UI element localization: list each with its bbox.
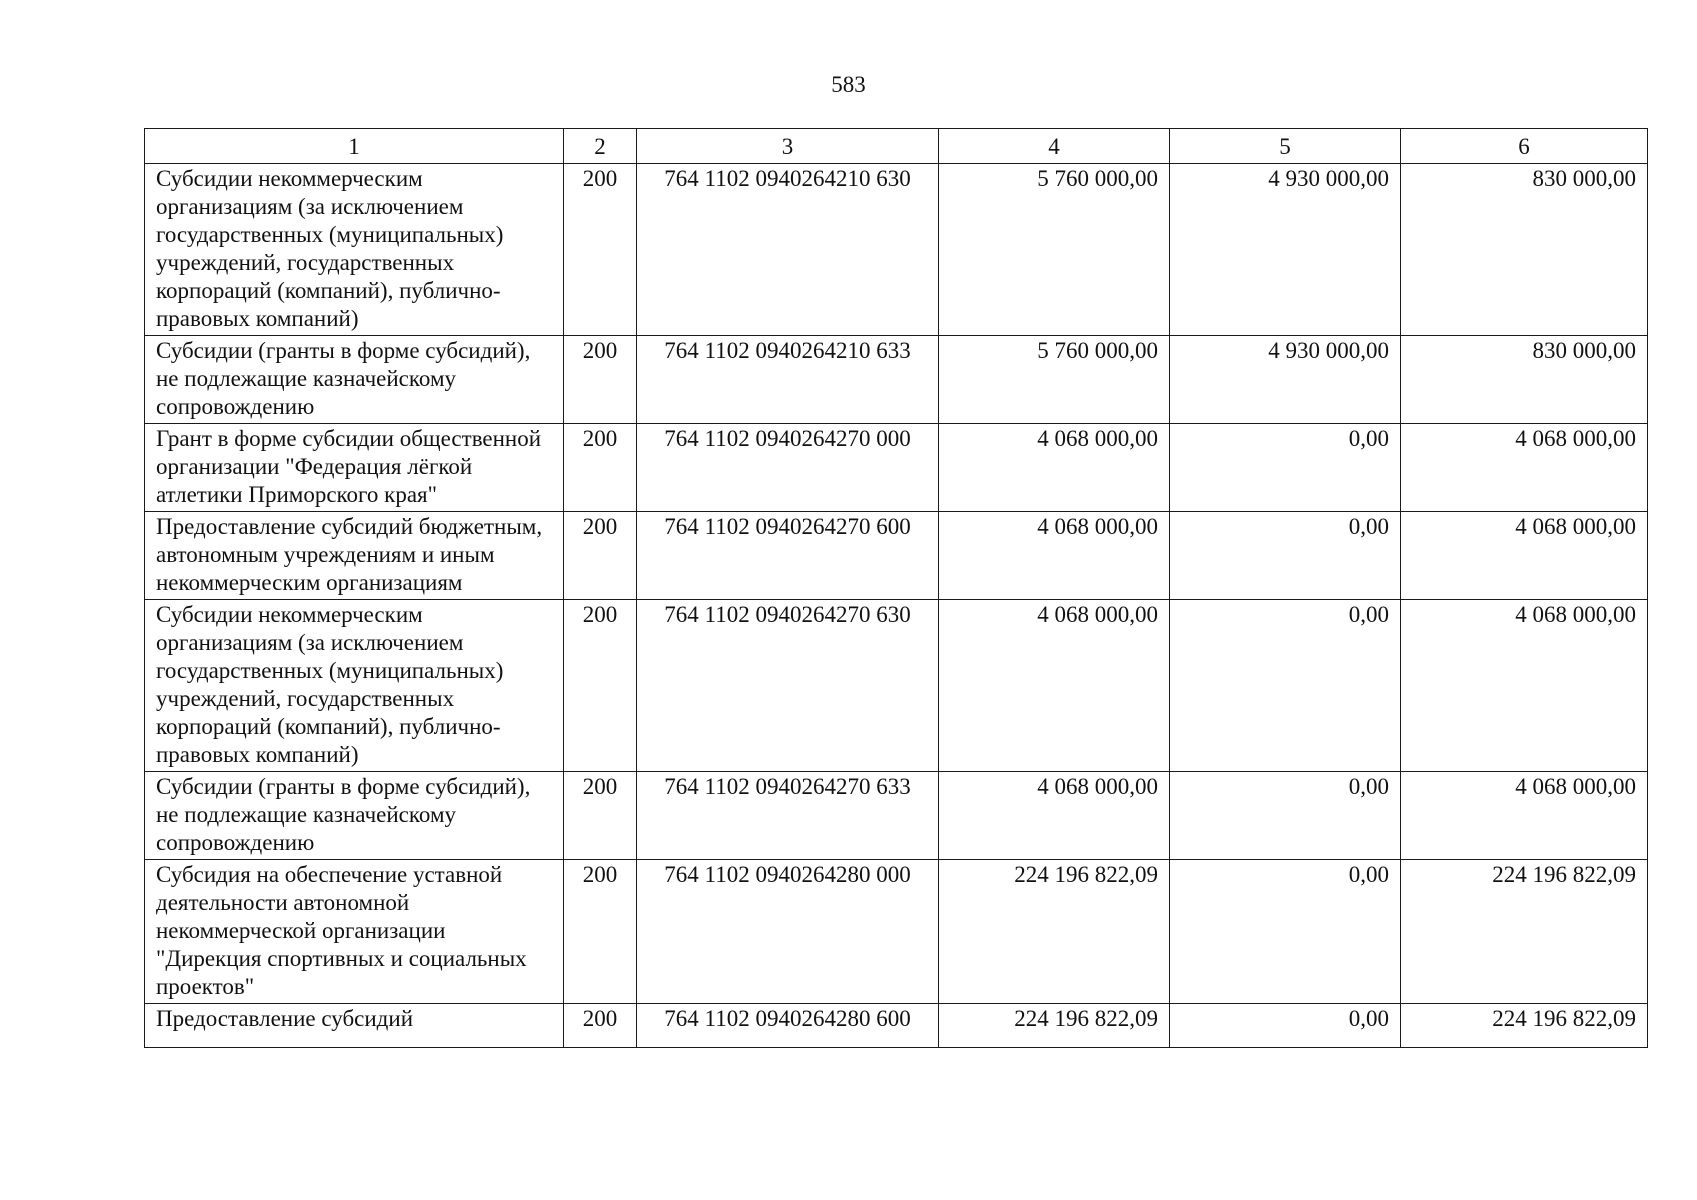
row-name-cell: Субсидия на обеспечение уставной деятельности автономной некоммерческой организации "Дирекция спортивных и социальных проектов": [145, 860, 564, 1004]
row-amount-col6: 224 196 822,09: [1401, 1004, 1648, 1048]
row-amount-col4: 5 760 000,00: [939, 336, 1170, 424]
row-amount-col6: 4 068 000,00: [1401, 772, 1648, 860]
row-amount-col4: 4 068 000,00: [939, 772, 1170, 860]
row-amount-col4: 4 068 000,00: [939, 512, 1170, 600]
row-name-cell: Предоставление субсидий: [145, 1004, 564, 1048]
row-amount-col6: 4 068 000,00: [1401, 424, 1648, 512]
row-code-cell: 764 1102 0940264270 600: [637, 512, 939, 600]
row-amount-col5: 0,00: [1170, 772, 1401, 860]
table-row: [145, 164, 1648, 336]
row-amount-col5: 0,00: [1170, 424, 1401, 512]
row-amount-col5: 0,00: [1170, 512, 1401, 600]
row-amount-col6: 4 068 000,00: [1401, 600, 1648, 772]
row-section-cell: 200: [564, 424, 637, 512]
page-number: 583: [831, 72, 866, 97]
row-section-cell: 200: [564, 164, 637, 336]
table-row: [145, 336, 1648, 424]
column-header-5: 5: [1170, 129, 1401, 164]
row-amount-col4: 4 068 000,00: [939, 600, 1170, 772]
row-amount-col6: 224 196 822,09: [1401, 860, 1648, 1004]
row-amount-col4: 224 196 822,09: [939, 1004, 1170, 1048]
budget-table: [144, 128, 1648, 1048]
row-amount-col6: 830 000,00: [1401, 164, 1648, 336]
row-amount-col6: 4 068 000,00: [1401, 512, 1648, 600]
row-amount-col4: 5 760 000,00: [939, 164, 1170, 336]
row-section-cell: 200: [564, 336, 637, 424]
row-amount-col4: 224 196 822,09: [939, 860, 1170, 1004]
column-header-3: 3: [637, 129, 939, 164]
row-code-cell: 764 1102 0940264210 630: [637, 164, 939, 336]
table-row: [145, 424, 1648, 512]
row-amount-col5: 0,00: [1170, 600, 1401, 772]
row-section-cell: 200: [564, 860, 637, 1004]
row-code-cell: 764 1102 0940264280 000: [637, 860, 939, 1004]
row-amount-col5: 4 930 000,00: [1170, 164, 1401, 336]
row-name-cell: Грант в форме субсидии общественной организации "Федерация лёгкой атлетики Приморского края": [145, 424, 564, 512]
row-name-cell: Субсидии некоммерческим организациям (за исключением государственных (муниципальных) учреждений, государственных корпораций (компаний), публично-правовых компаний): [145, 164, 564, 336]
row-code-cell: 764 1102 0940264280 600: [637, 1004, 939, 1048]
table-row: [145, 512, 1648, 600]
column-header-6: 6: [1401, 129, 1648, 164]
row-code-cell: 764 1102 0940264270 630: [637, 600, 939, 772]
row-amount-col5: 0,00: [1170, 860, 1401, 1004]
row-section-cell: 200: [564, 1004, 637, 1048]
row-name-cell: Субсидии некоммерческим организациям (за исключением государственных (муниципальных) учреждений, государственных корпораций (компаний), публично-правовых компаний): [145, 600, 564, 772]
row-name-cell: Предоставление субсидий бюджетным, автономным учреждениям и иным некоммерческим организациям: [145, 512, 564, 600]
row-amount-col5: 4 930 000,00: [1170, 336, 1401, 424]
row-amount-col4: 4 068 000,00: [939, 424, 1170, 512]
table-row: [145, 772, 1648, 860]
table-row: [145, 860, 1648, 1004]
row-code-cell: 764 1102 0940264270 000: [637, 424, 939, 512]
row-amount-col6: 830 000,00: [1401, 336, 1648, 424]
table-header-row: [145, 129, 1648, 164]
table-row: [145, 600, 1648, 772]
column-header-2: 2: [564, 129, 637, 164]
row-code-cell: 764 1102 0940264270 633: [637, 772, 939, 860]
row-section-cell: 200: [564, 600, 637, 772]
column-header-1: 1: [145, 129, 564, 164]
table-row: [145, 1004, 1648, 1048]
row-section-cell: 200: [564, 512, 637, 600]
row-amount-col5: 0,00: [1170, 1004, 1401, 1048]
row-name-cell: Субсидии (гранты в форме субсидий), не подлежащие казначейскому сопровождению: [145, 336, 564, 424]
column-header-4: 4: [939, 129, 1170, 164]
row-name-cell: Субсидии (гранты в форме субсидий), не подлежащие казначейскому сопровождению: [145, 772, 564, 860]
row-code-cell: 764 1102 0940264210 633: [637, 336, 939, 424]
row-section-cell: 200: [564, 772, 637, 860]
